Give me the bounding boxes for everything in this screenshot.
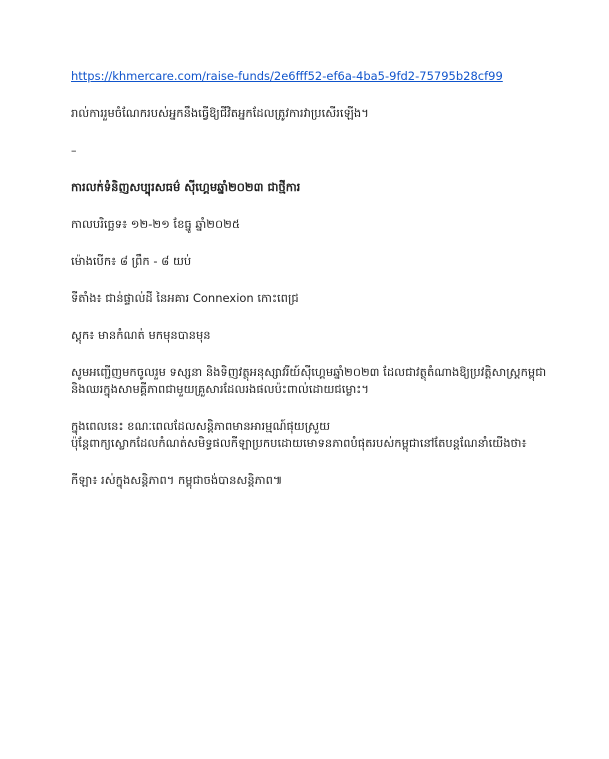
stock-notice: ស្តុក៖ មានកំណត់ មកមុនបានមុន [71,328,211,342]
invitation-paragraph [71,364,551,398]
fundraiser-link[interactable]: https://khmercare.com/raise-funds/2e6fff52-ef6a-4ba5-9fd2-75795b28cf99 [71,69,503,83]
context-line-2: ប៉ុន្តែពាក្យស្លោកដែលកំណត់សមិទ្ធផលកីឡាប្រកបដោយមោទនភាពបំផុតរបស់កម្ពុជានៅតែបន្តណែនាំយើងថា៖ [71,436,527,450]
context-line-1: ក្នុងពេលនេះ ខណៈពេលដែលសន្តិភាពមានអារម្មណ៍ផុយស្រួយ [71,419,331,433]
invitation-line-2: និងឈរក្នុងសាមគ្គីភាពជាមួយគ្រួសារដែលរងផលប៉ះពាល់ដោយជម្លោះ។ [71,382,369,396]
opening-hours: ម៉ោងបើក៖ ៨ ព្រឹក - ៨ យប់ [71,254,192,268]
document-body [71,68,551,489]
context-paragraph [71,418,551,452]
fundraiser-link-paragraph [71,68,551,85]
separator-dash: – [71,144,77,157]
intro-text: រាល់ការរួមចំណែករបស់អ្នកនឹងធ្វើឱ្យជីវិតអ្នកដែលត្រូវការវាប្រសើរឡើង។ [71,106,369,120]
invitation-line-1: សូមអញ្ជើញមកចូលរួម ទស្សនា និងទិញវត្ថុអនុស្សាវរីយ៍ស៊ីហ្គេមឆ្នាំ២០២៣ ដែលជាវត្ថុតំណាងឱ្យប្រវត្តិសាស្ត្រកម្ពុជា [71,365,547,379]
event-heading: ការលក់ទំនិញសប្បុរសធម៌ ស៊ីហ្គេមឆ្នាំ២០២៣ ជាថ្មីការ [71,180,301,194]
event-date: កាលបរិច្ឆេទ៖ ១២-២១ ខែធ្នូ ឆ្នាំ២០២៥ [71,217,240,231]
closing-slogan: កីឡា៖ រស់ក្នុងសន្តិភាព។ កម្ពុជាចង់បានសន្តិភាព៕ [71,473,283,487]
event-venue: ទីតាំង៖ ជាន់ផ្ទាល់ដី នៃអគារ Connexion កោះពេជ្រ [71,291,299,305]
